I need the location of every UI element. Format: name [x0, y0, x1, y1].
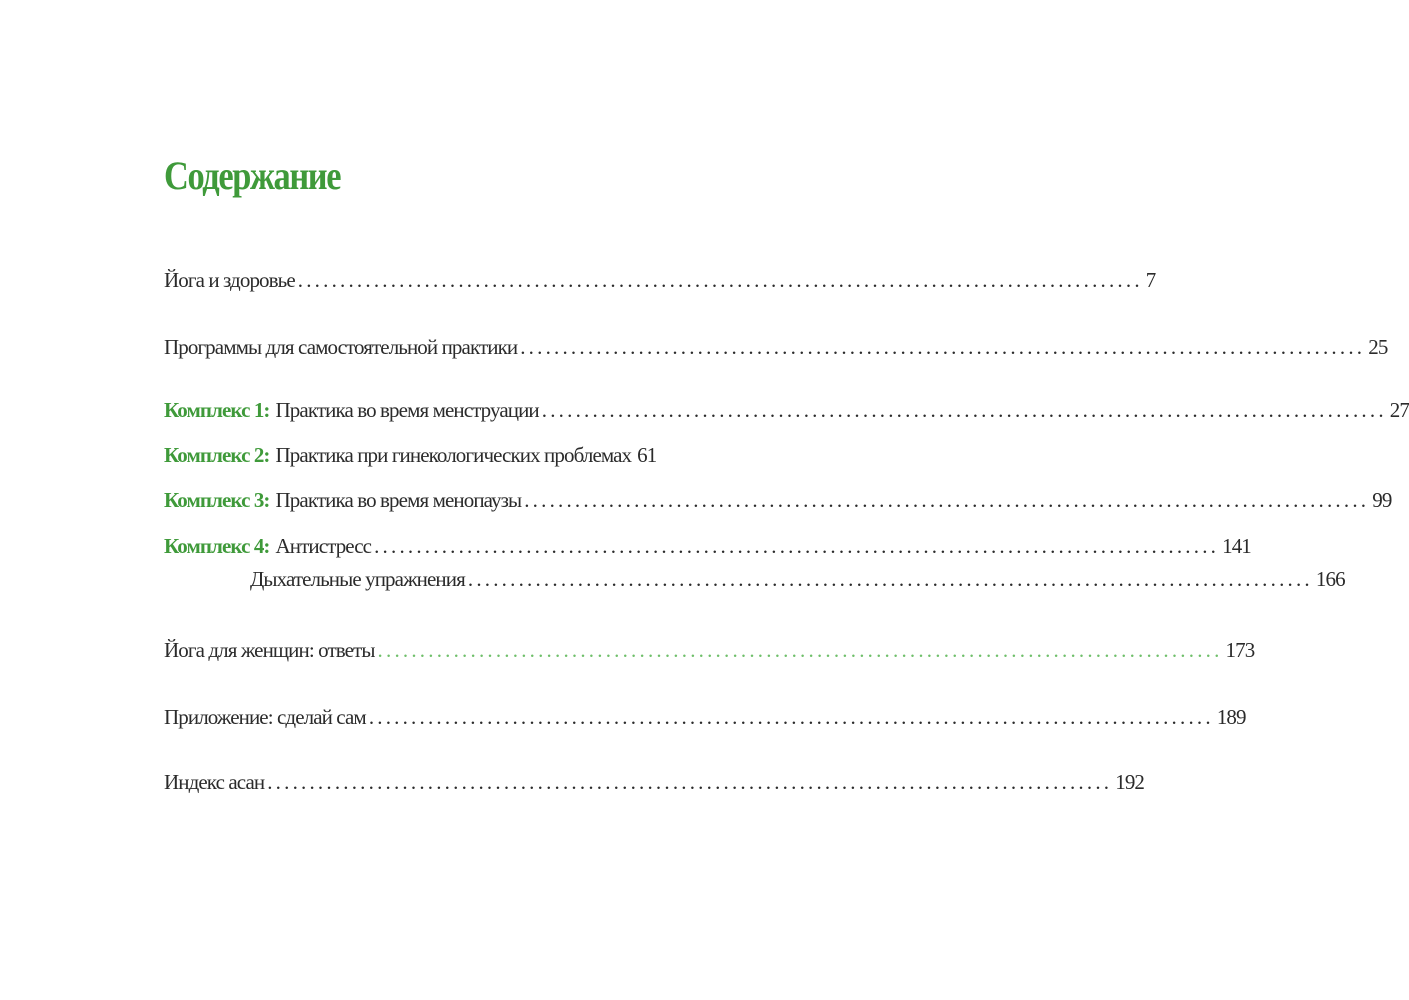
toc-entry-label: Антистресс [275, 534, 372, 558]
toc-entry-label: Йога для женщин: ответы [164, 638, 375, 662]
toc-entry-prefix: Комплекс 4: [164, 534, 270, 558]
page-title: Содержание [164, 153, 341, 198]
toc-entry-label: Практика во время менструации [275, 398, 539, 422]
toc-entry-prefix: Комплекс 3: [164, 488, 270, 512]
toc-entry-label: Программы для самостоятельной практики [164, 335, 518, 359]
toc-entry-label: Приложение: сделай сам [164, 705, 366, 729]
toc-page-number: 141 [1222, 534, 1251, 558]
toc-entry-label: Дыхательные упражнения [250, 567, 465, 591]
toc-entry-complex-2[interactable] [164, 441, 657, 469]
toc-entry-appendix[interactable] [164, 703, 1246, 731]
toc-leader-dots: .................................................................................................... [297, 268, 1143, 292]
toc-entry-asana-index[interactable] [164, 768, 1145, 796]
toc-leader-dots: .................................................................................................... [541, 398, 1387, 422]
toc-page-number: 166 [1315, 567, 1345, 591]
toc-entry-label: Практика во время менопаузы [275, 488, 522, 512]
toc-page-number: 173 [1225, 638, 1255, 662]
toc-entry-programs[interactable] [164, 333, 1388, 361]
toc-entry-complex-1[interactable] [164, 396, 1409, 424]
toc-leader-dots: .................................................................................................... [267, 770, 1113, 794]
toc-page-number: 25 [1368, 335, 1388, 359]
toc-entry-label: Йога и здоровье [164, 268, 295, 292]
toc-page-number: 27 [1389, 398, 1409, 422]
toc-entry-prefix: Комплекс 2: [164, 443, 270, 467]
toc-page-number: 189 [1216, 705, 1246, 729]
toc-leader-dots: .................................................................................................... [520, 335, 1366, 359]
toc-leader-dots: .................................................................................................... [374, 534, 1220, 558]
toc-leader-dots: .................................................................................................... [467, 567, 1313, 591]
toc-leader-dots: .................................................................................................... [524, 488, 1370, 512]
toc-entry-answers[interactable] [164, 636, 1255, 664]
toc-leader-dots: .................................................................................................... [368, 705, 1214, 729]
toc-leader-dots: .................................................................................................... [377, 638, 1223, 662]
toc-entry-label: Индекс асан [164, 770, 265, 794]
toc-entry-complex-4[interactable] [164, 532, 1251, 560]
toc-page-number: 192 [1115, 770, 1145, 794]
toc-entry-breathing[interactable] [250, 565, 1345, 593]
toc-page-number: 61 [637, 443, 657, 467]
toc-page-number: 99 [1372, 488, 1392, 512]
toc-entry-label: Практика при гинекологических проблемах [275, 443, 632, 467]
toc-page-number: 7 [1145, 268, 1156, 292]
toc-entry-yoga-health[interactable] [164, 266, 1156, 294]
toc-entry-complex-3[interactable] [164, 486, 1392, 514]
toc-entry-prefix: Комплекс 1: [164, 398, 270, 422]
